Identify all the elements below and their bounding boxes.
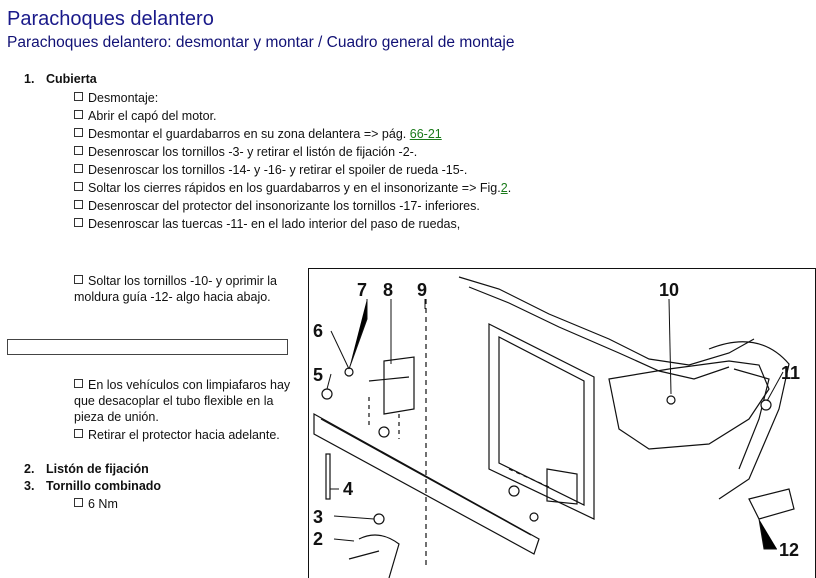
item-number: 1.	[24, 72, 35, 86]
step-guardabarros	[74, 125, 442, 143]
bullet-box-icon	[74, 128, 83, 137]
item-number: 2.	[24, 462, 35, 476]
bullet-box-icon	[74, 146, 83, 155]
callout-4: 4	[343, 479, 354, 499]
bullet-box-icon	[74, 182, 83, 191]
bullet-box-icon	[74, 164, 83, 173]
callout-9: 9	[417, 280, 428, 300]
step-text: Desenroscar del protector del insonorizante los tornillos -17- inferiores.	[88, 199, 480, 213]
step-text: Desenroscar las tuercas -11- en el lado interior del paso de ruedas,	[88, 217, 461, 231]
step-cierres-rapidos	[74, 179, 511, 197]
step-moldura-guia	[74, 273, 294, 305]
figure-link-2[interactable]: 2	[500, 181, 508, 195]
callout-10: 10	[659, 280, 680, 300]
item-label: Tornillo combinado	[46, 479, 162, 493]
step-text: Soltar los tornillos -10- y oprimir la moldura guía -12- algo hacia abajo.	[74, 274, 277, 304]
step-text: Desmontar el guardabarros en su zona delantera => pág.	[88, 127, 410, 141]
step-text: Abrir el capó del motor.	[88, 109, 217, 123]
bullet-box-icon	[74, 92, 83, 101]
bullet-box-icon	[74, 498, 83, 507]
list-item-cubierta	[24, 72, 97, 86]
step-tornillos-14-16	[74, 161, 467, 179]
step-text: Soltar los cierres rápidos en los guardabarros y en el insonorizante => Fig.	[88, 181, 501, 195]
step-retirar-protector	[74, 426, 280, 444]
step-abrir-capo	[74, 107, 217, 125]
step-limpiafaros	[74, 377, 294, 425]
callout-11: 11	[781, 363, 801, 383]
step-tornillos-17	[74, 197, 480, 215]
step-text: .	[507, 181, 512, 195]
bullet-box-icon	[74, 218, 83, 227]
page-link-66-21[interactable]: 66-21	[409, 127, 442, 141]
bullet-box-icon	[74, 275, 83, 284]
callout-2: 2	[313, 529, 324, 549]
item-label: Listón de fijación	[46, 462, 149, 476]
step-text: Retirar el protector hacia adelante.	[88, 428, 280, 442]
step-tuercas-11	[74, 215, 460, 233]
step-text: 6 Nm	[88, 497, 118, 511]
step-text: En los vehículos con limpiafaros hay que desacoplar el tubo flexible en la pieza de unión.	[74, 378, 291, 424]
step-desmontaje	[74, 89, 158, 107]
callout-8: 8	[383, 280, 394, 300]
list-item-tornillo	[24, 479, 161, 493]
step-text: Desenroscar los tornillos -14- y -16- y retirar el spoiler de rueda -15-.	[88, 163, 468, 177]
callout-12: 12	[779, 540, 800, 560]
bullet-box-icon	[74, 200, 83, 209]
callout-6: 6	[313, 321, 324, 341]
item-number: 3.	[24, 479, 35, 493]
list-item-liston	[24, 462, 149, 476]
page-title: Parachoques delantero	[7, 8, 214, 30]
bullet-box-icon	[74, 110, 83, 119]
item-label: Cubierta	[46, 72, 97, 86]
step-text: Desmontaje:	[88, 91, 159, 105]
step-tornillos-3	[74, 143, 417, 161]
bullet-box-icon	[74, 379, 83, 388]
page-subtitle: Parachoques delantero: desmontar y montar / Cuadro general de montaje	[7, 34, 515, 51]
step-torque	[74, 495, 118, 513]
callout-7: 7	[357, 280, 368, 300]
callout-5: 5	[313, 365, 324, 385]
separator-box	[7, 339, 288, 355]
bumper-exploded-diagram	[309, 269, 815, 578]
bullet-box-icon	[74, 429, 83, 438]
assembly-figure	[308, 268, 816, 578]
callout-3: 3	[313, 507, 324, 527]
step-text: Desenroscar los tornillos -3- y retirar el listón de fijación -2-.	[88, 145, 418, 159]
